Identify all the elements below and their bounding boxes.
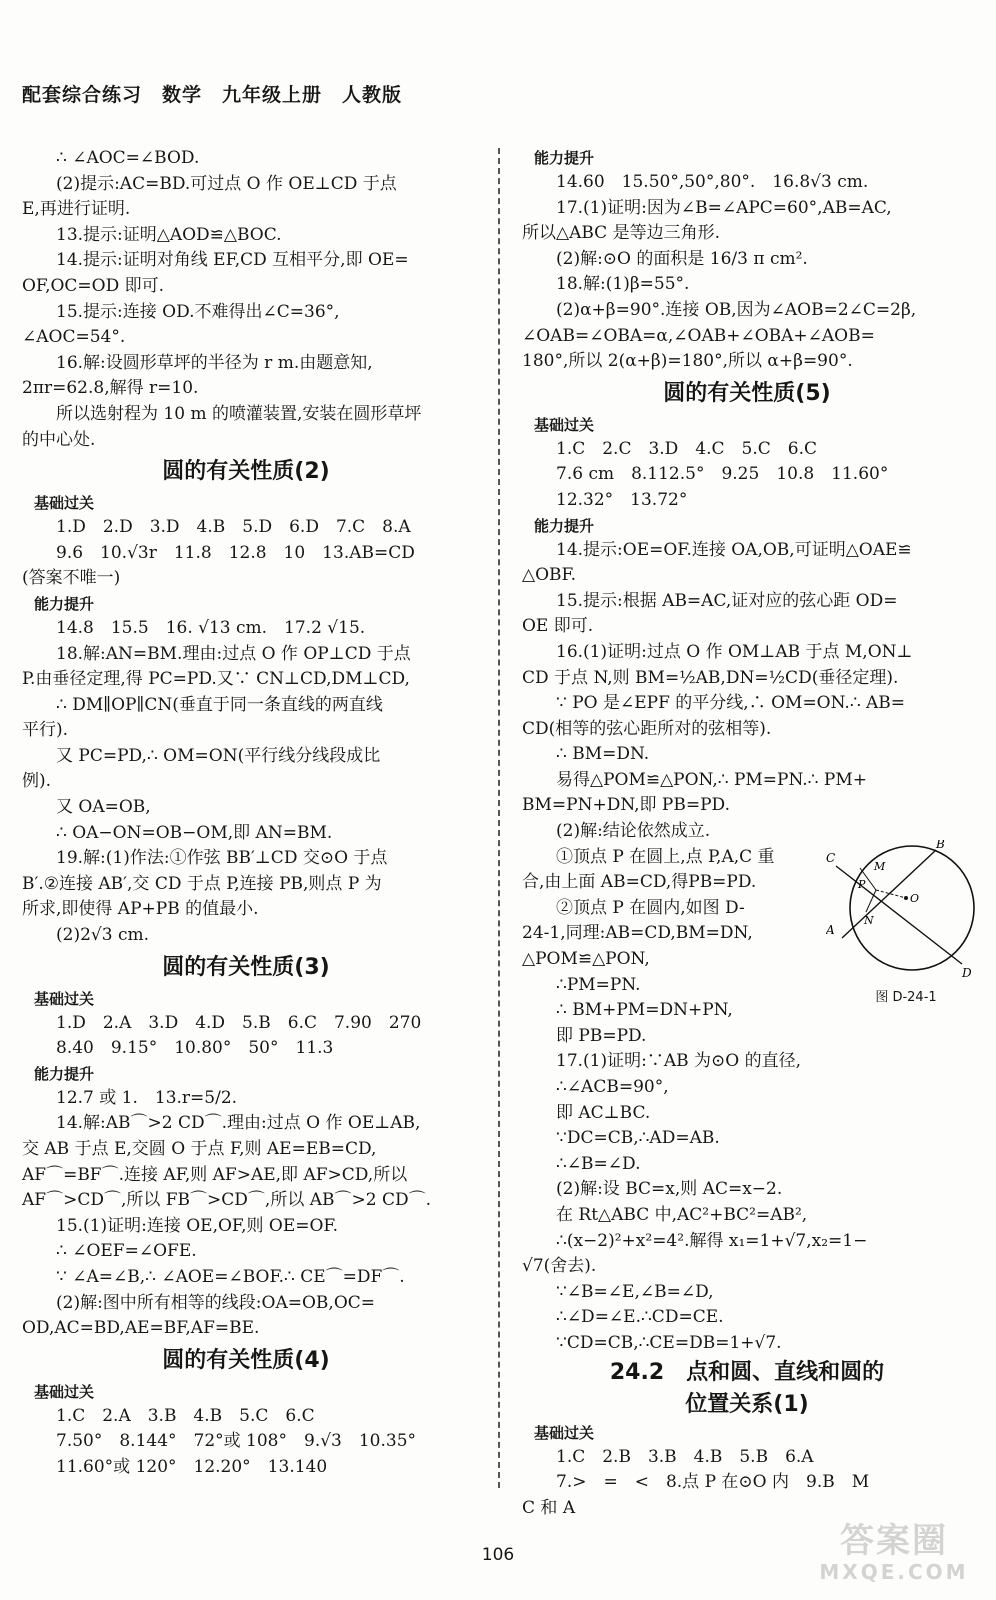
text-line: CD 于点 N,则 BM=½AB,DN=½CD(垂径定理).: [522, 667, 899, 688]
text-line: BM=PN+DN,即 PB=PD.: [522, 795, 730, 816]
right-column: [522, 146, 972, 1521]
page-number: 106: [481, 1545, 515, 1565]
watermark-logo: [804, 1522, 984, 1592]
text-line: ∴∠D=∠E.∴CD=CE.: [556, 1307, 724, 1328]
text-line: ∴ ∠OEF=∠OFE.: [56, 1241, 197, 1262]
text-line: 1.C 2.A 3.B 4.B 5.C 6.C: [56, 1405, 315, 1426]
text-line: B′.②连接 AB′,交 CD 于点 P,连接 PB,则点 P 为: [22, 873, 382, 894]
text-line: ∴∠ACB=90°,: [556, 1077, 669, 1097]
text-line: 180°,所以 2(α+β)=180°,所以 α+β=90°.: [522, 351, 853, 372]
text-line: ∵ PO 是∠EPF 的平分线,∴ OM=ON.∴ AB=: [556, 693, 906, 714]
figure-d-24-1: [826, 840, 986, 1005]
label-n: N: [864, 914, 874, 927]
subsection-label: 能力提升: [534, 516, 595, 535]
text-line: 8.40 9.15° 10.80° 50° 11.3: [56, 1038, 334, 1059]
text-line: 17.(1)证明:∵AB 为⊙O 的直径,: [556, 1051, 802, 1072]
text-line: 16.解:设圆形草坪的半径为 r m.由题意知,: [56, 352, 373, 373]
text-line: 7.50° 8.144° 72°或 108° 9.√3 10.35°: [56, 1431, 417, 1452]
text-line: AF⌒>CD⌒,所以 FB⌒>CD⌒,所以 AB⌒>2 CD⌒.: [22, 1190, 432, 1211]
text-line: (2)提示:AC=BD.可过点 O 作 OE⊥CD 于点: [56, 173, 397, 194]
text-line: 18.解:AN=BM.理由:过点 O 作 OP⊥CD 于点: [56, 643, 411, 664]
subsection-label: 能力提升: [34, 594, 95, 613]
text-line: (2)2√3 cm.: [56, 925, 149, 946]
text-line: 14.60 15.50°,50°,80°. 16.8√3 cm.: [556, 172, 869, 192]
text-line: 14.提示:证明对角线 EF,CD 互相平分,即 OE=: [56, 250, 409, 271]
chapter-heading: 24.2 点和圆、直线和圆的: [609, 1359, 885, 1385]
subsection-label: 能力提升: [34, 1064, 95, 1083]
text-line: 的中心处.: [22, 429, 96, 450]
text-line: (答案不唯一): [22, 568, 121, 589]
text-line: √7(舍去).: [522, 1256, 597, 1277]
watermark-line2: MXQE.COM: [819, 1560, 969, 1584]
text-line: ∴ OA−ON=OB−OM,即 AN=BM.: [56, 822, 333, 843]
text-line: ①顶点 P 在圆上,点 P,A,C 重: [556, 846, 775, 867]
text-line: OE 即可.: [522, 616, 594, 637]
text-line: 所以选射程为 10 m 的喷灌装置,安装在圆形草坪: [56, 403, 422, 424]
text-line: ∠OAB=∠OBA=α,∠OAB+∠OBA+∠AOB=: [522, 325, 875, 346]
text-line: 交 AB 于点 E,交圆 O 于点 F,则 AE=EB=CD,: [22, 1139, 377, 1159]
text-line: 15.(1)证明:连接 OE,OF,则 OE=OF.: [56, 1215, 338, 1236]
text-line: C 和 A: [522, 1497, 576, 1518]
text-line: 9.6 10.√3r 11.8 12.8 10 13.AB=CD: [56, 542, 415, 563]
text-line: (2)解:⊙O 的面积是 16/3 π cm².: [556, 248, 808, 269]
section-title: 圆的有关性质(3): [162, 954, 330, 980]
text-line: △POM≌△PON,: [522, 949, 650, 970]
text-line: (2)解:结论依然成立.: [556, 821, 711, 842]
text-line: (2)解:图中所有相等的线段:OA=OB,OC=: [56, 1292, 376, 1313]
label-p: P: [858, 878, 866, 891]
text-line: 15.提示:根据 AB=AC,证对应的弦心距 OD=: [556, 590, 898, 611]
figure-caption: 图 D-24-1: [875, 990, 937, 1005]
chapter-heading: 位置关系(1): [685, 1391, 809, 1417]
text-line: 所求,即使得 AP+PB 的值最小.: [22, 899, 259, 920]
text-line: △OBF.: [522, 565, 577, 586]
subsection-label: 能力提升: [534, 149, 595, 167]
text-line: ∵∠B=∠E,∠B=∠D,: [556, 1281, 714, 1302]
text-line: 17.(1)证明:因为∠B=∠APC=60°,AB=AC,: [556, 197, 892, 218]
section-title: 圆的有关性质(2): [162, 459, 330, 485]
label-a: A: [826, 923, 835, 937]
text-line: ∴ ∠AOC=∠BOD.: [56, 148, 200, 168]
label-d: D: [962, 966, 972, 980]
text-line: 1.D 2.D 3.D 4.B 5.D 6.D 7.C 8.A: [56, 517, 411, 538]
text-line: ∴PM=PN.: [556, 974, 641, 995]
text-line: 1.C 2.C 3.D 4.C 5.C 6.C: [556, 438, 817, 459]
text-line: CD(相等的弦心距所对的弦相等).: [522, 718, 772, 739]
text-line: AF⌒=BF⌒.连接 AF,则 AF>AE,即 AF>CD,所以: [22, 1164, 408, 1185]
text-line: 12.7 或 1. 13.r=5/2.: [56, 1087, 238, 1108]
text-line: 即 AC⊥BC.: [556, 1102, 651, 1123]
text-line: ∵DC=CB,∴AD=AB.: [556, 1128, 720, 1149]
watermark-line1: 答案圈: [840, 1521, 948, 1561]
text-line: ②顶点 P 在圆内,如图 D-: [556, 897, 745, 918]
text-line: 1.C 2.B 3.B 4.B 5.B 6.A: [556, 1446, 814, 1467]
text-line: ∴ BM+PM=DN+PN,: [556, 1000, 733, 1021]
text-line: 14.提示:OE=OF.连接 OA,OB,可证明△OAE≌: [556, 539, 912, 560]
text-line: ∵ ∠A=∠B,∴ ∠AOE=∠BOF.∴ CE⌒=DF⌒.: [56, 1266, 405, 1287]
text-line: 13.提示:证明△AOD≌△BOC.: [56, 224, 282, 245]
text-line: 易得△POM≌△PON,∴ PM=PN.∴ PM+: [556, 769, 867, 790]
subsection-label: 基础过关: [34, 1382, 95, 1401]
subsection-label: 基础过关: [534, 415, 595, 434]
text-line: 14.8 15.5 16. √13 cm. 17.2 √15.: [56, 617, 366, 638]
text-line: ∴∠B=∠D.: [556, 1153, 641, 1174]
text-line: 1.D 2.A 3.D 4.D 5.B 6.C 7.90 270: [56, 1012, 422, 1033]
text-line: 2πr=62.8,解得 r=10.: [22, 378, 199, 399]
text-line: 所以△ABC 是等边三角形.: [522, 223, 720, 244]
section-title: 圆的有关性质(5): [663, 380, 831, 406]
text-line: ∠AOC=54°.: [22, 327, 126, 348]
text-line: 又 OA=OB,: [56, 797, 151, 818]
text-line: 19.解:(1)作法:①作弦 BB′⊥CD 交⊙O 于点: [56, 848, 388, 869]
label-c: C: [826, 851, 836, 865]
label-b: B: [936, 840, 945, 851]
left-column: [22, 146, 470, 1481]
subsection-label: 基础过关: [34, 494, 95, 513]
text-line: E,再进行证明.: [22, 199, 131, 220]
text-line: 18.解:(1)β=55°.: [556, 274, 690, 295]
text-line: 7.6 cm 8.112.5° 9.25 10.8 11.60°: [556, 464, 889, 485]
text-line: ∴ DM∥OP∥CN(垂直于同一条直线的两直线: [56, 694, 383, 715]
text-line: 15.提示:连接 OD.不难得出∠C=36°,: [56, 301, 340, 322]
text-line: ∵CD=CB,∴CE=DB=1+√7.: [556, 1332, 782, 1353]
circle-diagram: [826, 840, 986, 980]
text-line: OF,OC=OD 即可.: [22, 275, 165, 296]
text-line: (2)α+β=90°.连接 OB,因为∠AOB=2∠C=2β,: [556, 299, 917, 320]
text-line: ∴ BM=DN.: [556, 744, 650, 765]
text-line: (2)解:设 BC=x,则 AC=x−2.: [556, 1179, 783, 1200]
text-line: OD,AC=BD,AE=BF,AF=BE.: [22, 1318, 260, 1339]
subsection-label: 基础过关: [534, 1423, 595, 1442]
label-m: M: [874, 860, 886, 873]
text-line: 14.解:AB⌒>2 CD⌒.理由:过点 O 作 OE⊥AB,: [56, 1113, 421, 1134]
text-line: 又 PC=PD,∴ OM=ON(平行线分线段成比: [56, 745, 381, 766]
text-line: 即 PB=PD.: [556, 1025, 647, 1046]
page-header: 配套综合练习 数学 九年级上册 人教版: [22, 84, 403, 106]
text-line: 平行).: [22, 720, 69, 741]
text-line: 24-1,同理:AB=CD,BM=DN,: [522, 923, 753, 944]
text-line: ∴(x−2)²+x²=4².解得 x₁=1+√7,x₂=1−: [556, 1230, 868, 1251]
text-line: 16.(1)证明:过点 O 作 OM⊥AB 于点 M,ON⊥: [556, 641, 913, 662]
subsection-label: 基础过关: [34, 989, 95, 1008]
text-line: 在 Rt△ABC 中,AC²+BC²=AB²,: [556, 1204, 808, 1225]
text-line: 11.60°或 120° 12.20° 13.140: [56, 1456, 328, 1477]
label-o: O: [910, 892, 920, 905]
text-line: 7.> = < 8.点 P 在⊙O 内 9.B M: [556, 1472, 870, 1493]
text-line: P.由垂径定理,得 PC=PD.又∵ CN⊥CD,DM⊥CD,: [22, 669, 410, 690]
section-title: 圆的有关性质(4): [162, 1347, 330, 1373]
column-divider: [498, 148, 500, 1488]
text-line: 例).: [22, 771, 52, 792]
text-line: 合,由上面 AB=CD,得PB=PD.: [522, 872, 757, 893]
text-line: 12.32° 13.72°: [556, 489, 688, 510]
